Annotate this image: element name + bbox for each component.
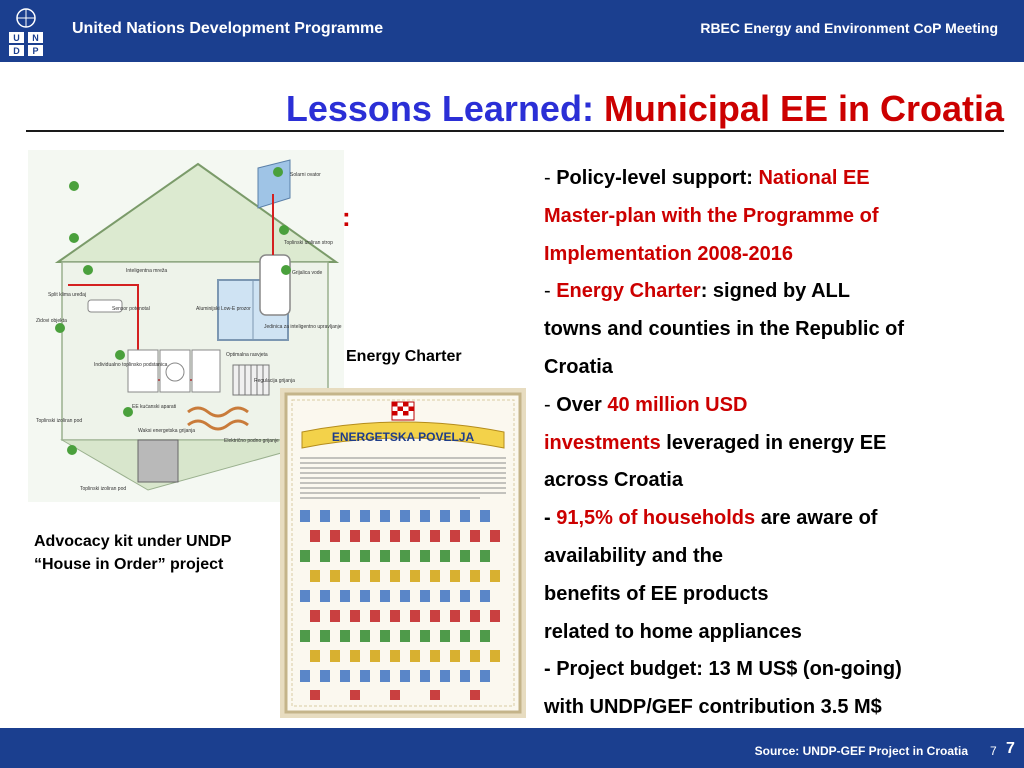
bullet-text: Policy-level support: bbox=[556, 167, 759, 189]
bullet-text: Croatia bbox=[544, 355, 613, 378]
org-name: United Nations Development Programme bbox=[72, 20, 384, 37]
bullet-text: towns and counties in the Republic of bbox=[544, 318, 905, 341]
bullet-line bbox=[544, 462, 1016, 500]
house-label: Toplinski izoliran pod bbox=[36, 418, 83, 424]
footer-bar bbox=[0, 728, 1024, 768]
house-label: Električno podno grijanje bbox=[224, 438, 279, 444]
bullet-line bbox=[544, 349, 1016, 387]
bullet-text: 91,5% of households bbox=[556, 507, 756, 530]
bullet-text: benefits of EE products bbox=[544, 582, 769, 605]
bullet-text: Implementation 2008-2016 bbox=[544, 242, 793, 265]
title-part-1: Lessons Learned: bbox=[285, 88, 604, 129]
bullet-dash: - bbox=[544, 393, 557, 416]
bullet-text: National EE bbox=[758, 167, 870, 189]
bullet-line bbox=[544, 387, 1016, 425]
house-label: Jedinica za inteligentno upravljanje bbox=[264, 324, 342, 330]
bullet-text: Over bbox=[556, 393, 608, 416]
bullet-line bbox=[544, 425, 1016, 463]
bullet-line bbox=[544, 236, 1016, 274]
bullet-line bbox=[544, 311, 1016, 349]
title-part-2: Municipal EE in Croatia bbox=[603, 88, 1004, 129]
page-title bbox=[0, 88, 1004, 130]
advocacy-line-1: Advocacy kit under UNDP bbox=[34, 533, 232, 550]
undp-logo bbox=[6, 4, 46, 58]
svg-text:D: D bbox=[13, 46, 20, 56]
bullet-line bbox=[544, 614, 1016, 652]
bullet-line bbox=[544, 651, 1016, 689]
house-label: Toplinski izoliran pod bbox=[80, 486, 127, 492]
bullet-text: : signed by ALL bbox=[700, 280, 850, 303]
bullet-line bbox=[544, 576, 1016, 614]
bullet-text: - bbox=[544, 507, 557, 530]
house-label: Inteligentna mreža bbox=[126, 268, 168, 274]
svg-text:P: P bbox=[32, 46, 39, 56]
charter-doc-title: ENERGETSKA POVELJA bbox=[331, 430, 475, 444]
house-label: Grijalica vode bbox=[292, 270, 323, 276]
bullet-text: related to home appliances bbox=[544, 620, 802, 643]
bullet-list bbox=[544, 160, 1016, 727]
house-label: EE kućanski aparati bbox=[132, 404, 177, 410]
house-label: Sensor potenotal bbox=[112, 306, 150, 312]
bullet-text: Energy Charter bbox=[556, 280, 701, 303]
page-number: 7 bbox=[1006, 740, 1015, 757]
house-label: Individualno toplinsko podstanica bbox=[94, 362, 168, 368]
bullet-line bbox=[544, 160, 1016, 198]
house-label: Waksi energetska grijanja bbox=[138, 428, 196, 434]
red-colon: : bbox=[342, 202, 351, 232]
advocacy-line-2: “House in Order” project bbox=[34, 556, 224, 573]
bullet-line bbox=[544, 538, 1016, 576]
bullet-text: with UNDP/GEF contribution 3.5 M$ bbox=[544, 696, 882, 719]
bullet-line bbox=[544, 273, 1016, 311]
house-label: Solarni ovator bbox=[290, 172, 321, 178]
bullet-text: across Croatia bbox=[544, 469, 683, 492]
bullet-text: - Project budget: 13 M US$ (on-going) bbox=[544, 658, 902, 681]
page-number-small: 7 bbox=[990, 744, 997, 758]
svg-text:N: N bbox=[32, 33, 39, 43]
advocacy-caption bbox=[34, 530, 231, 576]
house-label: Toplinski izoliran strop bbox=[284, 240, 333, 246]
source-note: Source: UNDP-GEF Project in Croatia bbox=[754, 744, 968, 758]
title-divider bbox=[26, 130, 1004, 132]
house-label: Split klima uređaj bbox=[48, 292, 87, 298]
bullet-text: leveraged in energy EE bbox=[660, 431, 887, 454]
energy-charter-document bbox=[280, 388, 526, 718]
bullet-text: Master-plan with the Programme of bbox=[544, 204, 879, 227]
house-label: Regulacija grijanja bbox=[254, 378, 295, 384]
meeting-name: RBEC Energy and Environment CoP Meeting bbox=[700, 20, 998, 36]
house-label: Aluminijski Low-E prozor bbox=[196, 306, 251, 312]
bullet-line bbox=[544, 689, 1016, 727]
house-label: Zidovi objekta bbox=[36, 318, 67, 324]
bullet-text: 40 million USD bbox=[607, 393, 748, 416]
bullet-text: availability and the bbox=[544, 544, 723, 567]
bullet-text: investments bbox=[544, 431, 661, 454]
bullet-line bbox=[544, 198, 1016, 236]
bullet-line bbox=[544, 500, 1016, 538]
header-bar bbox=[0, 0, 1024, 62]
bullet-dash: - bbox=[544, 280, 557, 303]
bullet-text: are aware of bbox=[755, 507, 878, 530]
bullet-dash: - bbox=[544, 167, 557, 189]
energy-charter-label: Energy Charter bbox=[346, 348, 462, 365]
svg-text:U: U bbox=[13, 33, 20, 43]
house-label: Optimalna rasvjeta bbox=[226, 352, 268, 358]
